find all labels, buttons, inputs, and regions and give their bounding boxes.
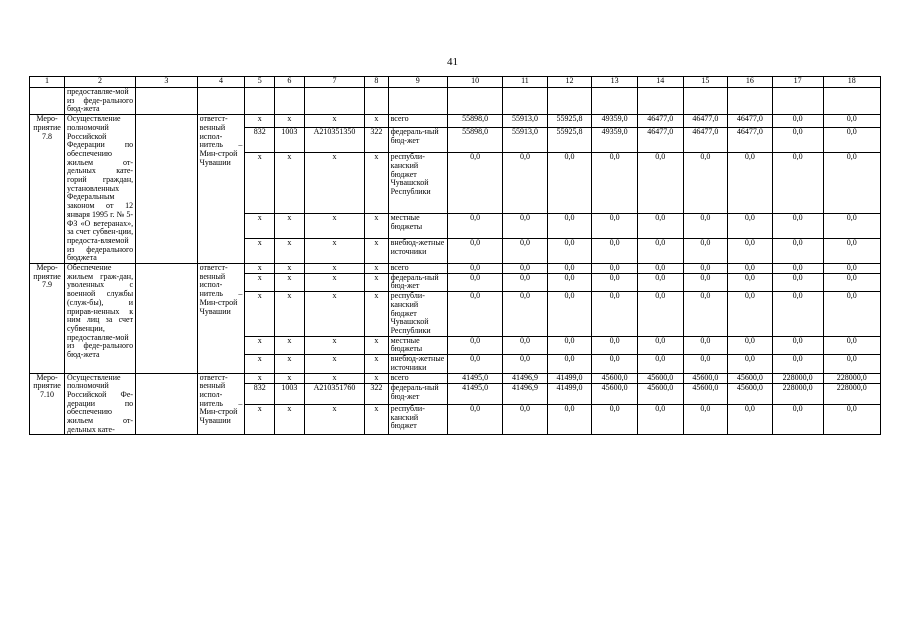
column-header: 8	[365, 77, 388, 88]
value-cell: 0,0	[772, 238, 823, 263]
value-cell: 46477,0	[728, 128, 773, 153]
value-cell: 0,0	[637, 153, 683, 214]
code-cell: x	[304, 238, 364, 263]
code-cell: x	[304, 213, 364, 238]
value-cell: 0,0	[637, 238, 683, 263]
executor-cell: ответст-венный испол-нитель – Мин-строй Чувашии	[197, 115, 245, 264]
code-cell: x	[275, 405, 305, 435]
value-cell: 55913,0	[503, 128, 548, 153]
value-cell: 0,0	[592, 264, 638, 274]
code-cell: x	[365, 213, 388, 238]
value-cell: 0,0	[547, 264, 592, 274]
value-cell: 0,0	[772, 264, 823, 274]
value-cell: 0,0	[637, 355, 683, 373]
value-cell: 0,0	[592, 336, 638, 354]
value-cell: 0,0	[447, 273, 502, 291]
value-cell: 45600,0	[592, 373, 638, 384]
table-row	[30, 264, 881, 274]
funding-source: федераль-ный бюд-жет	[388, 273, 447, 291]
code-cell: x	[304, 336, 364, 354]
value-cell: 41495,0	[447, 373, 502, 384]
value-cell: 0,0	[447, 292, 502, 337]
code-cell: x	[245, 153, 275, 214]
funding-source: внебюд-жетные источники	[388, 238, 447, 263]
value-cell: 0,0	[447, 405, 502, 435]
code-cell: x	[304, 355, 364, 373]
value-cell: 49359,0	[592, 115, 638, 128]
column-header: 16	[728, 77, 773, 88]
value-cell: 45600,0	[728, 373, 773, 384]
value-cell: 0,0	[728, 213, 773, 238]
funding-source: внебюд-жетные источники	[388, 355, 447, 373]
code-cell: 832	[245, 384, 275, 405]
code-cell: x	[365, 292, 388, 337]
value-cell: 0,0	[637, 264, 683, 274]
code-cell: x	[365, 115, 388, 128]
value-cell: 0,0	[728, 264, 773, 274]
value-cell: 0,0	[728, 153, 773, 214]
value-cell: 55898,0	[447, 115, 502, 128]
value-cell: 0,0	[823, 115, 880, 128]
column-header: 10	[447, 77, 502, 88]
code-cell: 832	[245, 128, 275, 153]
code-cell: x	[365, 336, 388, 354]
value-cell: 228000,0	[772, 373, 823, 384]
value-cell: 0,0	[637, 336, 683, 354]
code-cell: x	[275, 273, 305, 291]
code-cell: 1003	[275, 384, 305, 405]
value-cell: 0,0	[683, 238, 728, 263]
value-cell: 41495,0	[447, 384, 502, 405]
funding-source: республи-канский бюджет Чувашской Республики	[388, 292, 447, 337]
value-cell: 46477,0	[728, 115, 773, 128]
value-cell: 0,0	[592, 238, 638, 263]
table-body	[30, 88, 881, 435]
code-cell: x	[275, 373, 305, 384]
code-cell: x	[365, 405, 388, 435]
column-number-row	[30, 77, 881, 88]
code-cell: x	[365, 273, 388, 291]
code-cell: x	[304, 273, 364, 291]
value-cell: 0,0	[728, 355, 773, 373]
value-cell: 0,0	[447, 264, 502, 274]
column-header: 3	[136, 77, 198, 88]
funding-source: республи-канский бюджет Чувашской Республики	[388, 153, 447, 214]
column-header: 12	[547, 77, 592, 88]
value-cell: 0,0	[823, 153, 880, 214]
table-row	[30, 373, 881, 384]
code-cell: x	[365, 373, 388, 384]
value-cell: 0,0	[772, 273, 823, 291]
code-cell: x	[275, 336, 305, 354]
value-cell: 45600,0	[728, 384, 773, 405]
code-cell: x	[245, 115, 275, 128]
column-header: 18	[823, 77, 880, 88]
value-cell: 41496,9	[503, 384, 548, 405]
column-header: 6	[275, 77, 305, 88]
value-cell: 0,0	[683, 213, 728, 238]
value-cell: 0,0	[547, 405, 592, 435]
continuation-row	[30, 88, 881, 115]
value-cell: 0,0	[683, 264, 728, 274]
value-cell: 0,0	[592, 292, 638, 337]
code-cell: x	[275, 264, 305, 274]
value-cell: 0,0	[503, 292, 548, 337]
code-cell: А210351350	[304, 128, 364, 153]
funding-source: местные бюджеты	[388, 213, 447, 238]
value-cell: 45600,0	[592, 384, 638, 405]
value-cell: 0,0	[503, 153, 548, 214]
value-cell: 0,0	[683, 273, 728, 291]
value-cell: 228000,0	[772, 384, 823, 405]
value-cell: 0,0	[728, 405, 773, 435]
value-cell: 0,0	[728, 336, 773, 354]
value-cell: 0,0	[447, 355, 502, 373]
value-cell: 55913,0	[503, 115, 548, 128]
code-cell: x	[275, 238, 305, 263]
value-cell: 228000,0	[823, 373, 880, 384]
value-cell: 0,0	[823, 292, 880, 337]
value-cell: 45600,0	[637, 373, 683, 384]
value-cell: 0,0	[823, 405, 880, 435]
code-cell: А210351760	[304, 384, 364, 405]
code-cell: x	[275, 355, 305, 373]
column-header: 7	[304, 77, 364, 88]
value-cell: 0,0	[772, 336, 823, 354]
value-cell: 0,0	[592, 273, 638, 291]
value-cell: 228000,0	[823, 384, 880, 405]
funding-source: федераль-ный бюд-жет	[388, 128, 447, 153]
value-cell: 46477,0	[683, 128, 728, 153]
value-cell: 41496,9	[503, 373, 548, 384]
code-cell: x	[275, 292, 305, 337]
column-header: 14	[637, 77, 683, 88]
value-cell: 0,0	[447, 213, 502, 238]
code-cell: x	[365, 153, 388, 214]
column-header: 4	[197, 77, 245, 88]
code-cell: x	[365, 355, 388, 373]
value-cell: 45600,0	[683, 384, 728, 405]
value-cell: 46477,0	[683, 115, 728, 128]
value-cell: 45600,0	[683, 373, 728, 384]
event-description: Осуществление полномочий Российской Фе-дерации по обеспечению жильем от-дельных кате-	[65, 373, 136, 435]
column-header: 15	[683, 77, 728, 88]
value-cell: 0,0	[503, 213, 548, 238]
value-cell: 0,0	[547, 213, 592, 238]
value-cell: 0,0	[547, 292, 592, 337]
value-cell: 45600,0	[637, 384, 683, 405]
funding-source: республи-канский бюджет	[388, 405, 447, 435]
funding-source: местные бюджеты	[388, 336, 447, 354]
value-cell: 0,0	[772, 115, 823, 128]
code-cell: x	[245, 373, 275, 384]
code-cell: x	[245, 213, 275, 238]
value-cell: 0,0	[772, 213, 823, 238]
value-cell: 0,0	[683, 405, 728, 435]
page-number: 41	[447, 56, 458, 68]
code-cell: x	[245, 405, 275, 435]
value-cell: 0,0	[823, 213, 880, 238]
value-cell: 0,0	[637, 273, 683, 291]
value-cell: 41499,0	[547, 373, 592, 384]
value-cell: 0,0	[683, 336, 728, 354]
value-cell: 0,0	[503, 336, 548, 354]
funding-source: всего	[388, 373, 447, 384]
value-cell: 41499,0	[547, 384, 592, 405]
value-cell: 0,0	[547, 273, 592, 291]
code-cell: x	[275, 115, 305, 128]
code-cell: x	[365, 238, 388, 263]
event-description: Обеспечение жильем граж-дан, уволенных с военной службы (служ-бы), и прирав-ненных к ним лиц за счет субвенции, предоставляе-мой из феде-рального бюд-жета	[65, 264, 136, 373]
code-cell: x	[304, 405, 364, 435]
code-cell: x	[304, 292, 364, 337]
column-header: 11	[503, 77, 548, 88]
value-cell: 0,0	[547, 336, 592, 354]
value-cell: 0,0	[447, 238, 502, 263]
value-cell: 0,0	[683, 292, 728, 337]
value-cell: 46477,0	[637, 128, 683, 153]
code-cell: x	[304, 153, 364, 214]
funding-source: федераль-ный бюд-жет	[388, 384, 447, 405]
executor-cell: ответст-венный испол-нитель – Мин-строй Чувашии	[197, 264, 245, 373]
funding-source: всего	[388, 264, 447, 274]
code-cell: x	[365, 264, 388, 274]
value-cell: 0,0	[772, 153, 823, 214]
empty-cell	[136, 373, 198, 435]
value-cell: 0,0	[447, 153, 502, 214]
value-cell: 0,0	[592, 405, 638, 435]
code-cell: x	[304, 373, 364, 384]
column-header: 13	[592, 77, 638, 88]
event-label: Меро-приятие 7.10	[30, 373, 65, 435]
value-cell: 0,0	[823, 355, 880, 373]
table-row	[30, 115, 881, 128]
code-cell: 322	[365, 384, 388, 405]
code-cell: x	[245, 264, 275, 274]
value-cell: 49359,0	[592, 128, 638, 153]
value-cell: 0,0	[592, 153, 638, 214]
code-cell: 322	[365, 128, 388, 153]
column-header: 1	[30, 77, 65, 88]
value-cell: 0,0	[637, 213, 683, 238]
value-cell: 0,0	[772, 128, 823, 153]
value-cell: 0,0	[592, 355, 638, 373]
code-cell: x	[275, 153, 305, 214]
funding-source: всего	[388, 115, 447, 128]
value-cell: 0,0	[503, 355, 548, 373]
executor-cell: ответст-венный испол-нитель – Мин-строй Чувашии	[197, 373, 245, 435]
value-cell: 0,0	[823, 273, 880, 291]
value-cell: 55898,0	[447, 128, 502, 153]
value-cell: 0,0	[823, 336, 880, 354]
column-header: 2	[65, 77, 136, 88]
value-cell: 0,0	[683, 355, 728, 373]
value-cell: 0,0	[772, 405, 823, 435]
code-cell: x	[245, 238, 275, 263]
code-cell: x	[275, 213, 305, 238]
column-header: 5	[245, 77, 275, 88]
code-cell: x	[304, 115, 364, 128]
code-cell: 1003	[275, 128, 305, 153]
value-cell: 55925,8	[547, 115, 592, 128]
value-cell: 0,0	[728, 238, 773, 263]
column-header: 9	[388, 77, 447, 88]
value-cell: 0,0	[823, 264, 880, 274]
empty-cell	[136, 115, 198, 264]
value-cell: 0,0	[547, 153, 592, 214]
value-cell: 0,0	[592, 213, 638, 238]
value-cell: 0,0	[503, 405, 548, 435]
continued-description: предоставляе-мой из феде-рального бюд-жета	[65, 88, 136, 115]
code-cell: x	[245, 336, 275, 354]
value-cell: 0,0	[547, 238, 592, 263]
event-label: Меро-приятие 7.9	[30, 264, 65, 373]
value-cell: 0,0	[772, 355, 823, 373]
budget-table	[29, 76, 881, 435]
value-cell: 0,0	[503, 264, 548, 274]
value-cell: 0,0	[728, 292, 773, 337]
value-cell: 0,0	[503, 238, 548, 263]
value-cell: 0,0	[447, 336, 502, 354]
value-cell: 0,0	[823, 128, 880, 153]
column-header: 17	[772, 77, 823, 88]
empty-cell	[136, 264, 198, 373]
value-cell: 55925,8	[547, 128, 592, 153]
value-cell: 0,0	[823, 238, 880, 263]
value-cell: 0,0	[503, 273, 548, 291]
value-cell: 46477,0	[637, 115, 683, 128]
value-cell: 0,0	[683, 153, 728, 214]
value-cell: 0,0	[728, 273, 773, 291]
value-cell: 0,0	[637, 292, 683, 337]
event-description: Осуществление полномочий Российской Федерации по обеспечению жильем от-дельных кате-горий граждан, установленных Федеральным законом от 12 января 1995 г. № 5-ФЗ «О ветеранах», за счет субвен-ции, предоста-вляемой из федерального бюджета	[65, 115, 136, 264]
code-cell: x	[245, 273, 275, 291]
code-cell: x	[304, 264, 364, 274]
event-label: Меро-приятие 7.8	[30, 115, 65, 264]
value-cell: 0,0	[772, 292, 823, 337]
code-cell: x	[245, 355, 275, 373]
value-cell: 0,0	[637, 405, 683, 435]
code-cell: x	[245, 292, 275, 337]
value-cell: 0,0	[547, 355, 592, 373]
